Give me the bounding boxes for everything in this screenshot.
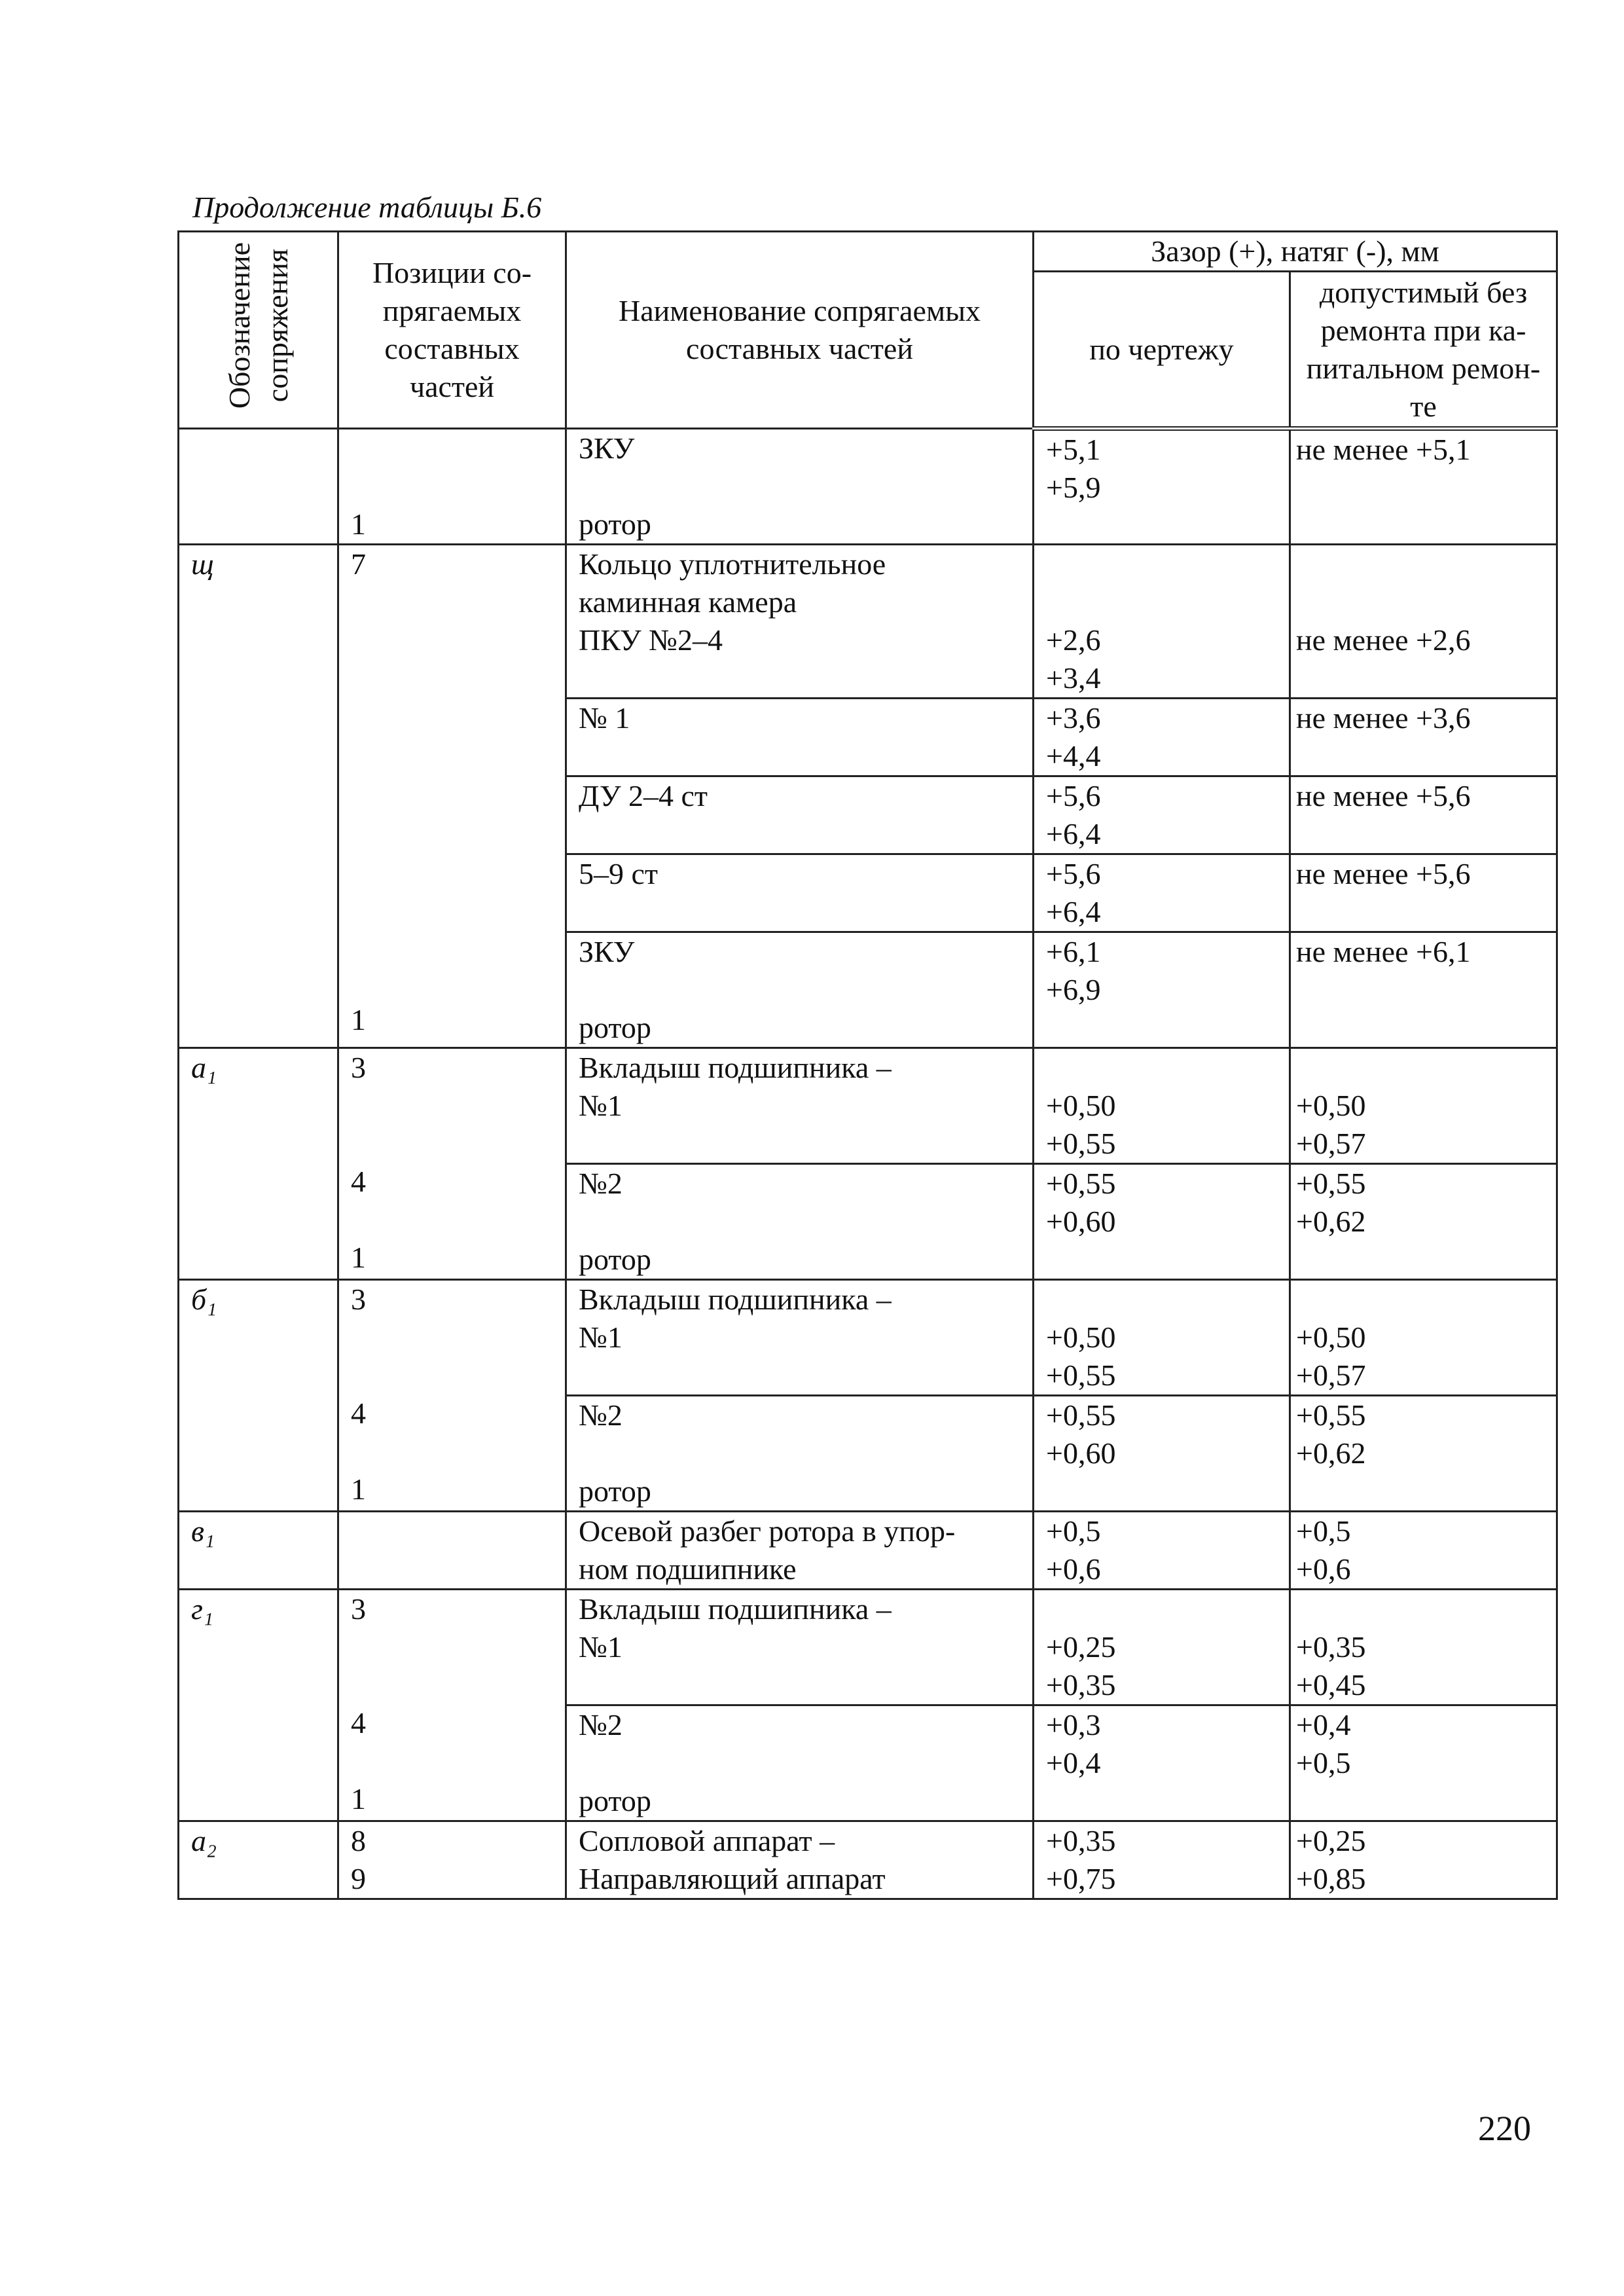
clearance-table — [177, 230, 1558, 1900]
cell-c2 — [338, 1512, 566, 1590]
cell-c5: +0,25 +0,85 — [1290, 1821, 1557, 1899]
cell-c2: 3 4 1 — [338, 1280, 566, 1512]
header-allowable: допустимый без ремонта при ка- питальном ремон- те — [1290, 272, 1557, 429]
page-number: 220 — [1478, 2109, 1531, 2148]
cell-c4: +6,1 +6,9 — [1034, 932, 1290, 1048]
cell-c1 — [179, 429, 338, 545]
table-row — [179, 1048, 1557, 1164]
header-clearance-group: Зазор (+), натяг (-), мм — [1034, 232, 1557, 272]
cell-c4: +0,50 +0,55 — [1034, 1048, 1290, 1164]
header-positions: Позиции со- прягаемых составных частей — [338, 232, 566, 429]
cell-c1: в₁ — [179, 1512, 338, 1590]
cell-c1: г₁ — [179, 1590, 338, 1821]
cell-c3: Вкладыш подшипника – №1 — [566, 1048, 1034, 1164]
cell-c1: а₂ — [179, 1821, 338, 1899]
cell-c4: +0,3 +0,4 — [1034, 1705, 1290, 1821]
cell-c4: +2,6 +3,4 — [1034, 545, 1290, 699]
cell-c5: +0,50 +0,57 — [1290, 1048, 1557, 1164]
cell-c5: не менее +5,6 — [1290, 854, 1557, 932]
cell-c5: +0,50 +0,57 — [1290, 1280, 1557, 1396]
table-row — [179, 1821, 1557, 1899]
cell-c5: не менее +6,1 — [1290, 932, 1557, 1048]
table-caption: Продолжение таблицы Б.6 — [192, 191, 542, 224]
table-row — [179, 429, 1557, 545]
header-part-names: Наименование сопрягаемых составных частей — [566, 232, 1034, 429]
header-designation: Обозначение сопряжения — [179, 232, 338, 429]
cell-c4: +0,55 +0,60 — [1034, 1164, 1290, 1280]
cell-c4: +0,25 +0,35 — [1034, 1590, 1290, 1705]
cell-c4: +0,5 +0,6 — [1034, 1512, 1290, 1590]
cell-c3: Вкладыш подшипника – №1 — [566, 1280, 1034, 1396]
cell-c4: +0,55 +0,60 — [1034, 1396, 1290, 1512]
cell-c5: не менее +2,6 — [1290, 545, 1557, 699]
cell-c2: 3 4 1 — [338, 1590, 566, 1821]
cell-c2: 7 1 — [338, 545, 566, 1048]
table-row — [179, 1590, 1557, 1705]
cell-c5: +0,55 +0,62 — [1290, 1164, 1557, 1280]
header-per-drawing: по чертежу — [1034, 272, 1290, 429]
cell-c3: ЗКУ ротор — [566, 429, 1034, 545]
cell-c3: №2 ротор — [566, 1705, 1034, 1821]
cell-c3: №2 ротор — [566, 1164, 1034, 1280]
cell-c1: а₁ — [179, 1048, 338, 1280]
cell-c2: 3 4 1 — [338, 1048, 566, 1280]
cell-c3: ЗКУ ротор — [566, 932, 1034, 1048]
cell-c5: +0,35 +0,45 — [1290, 1590, 1557, 1705]
cell-c3: Кольцо уплотнительное каминная камера ПКУ №2–4 — [566, 545, 1034, 699]
cell-c4: +5,6 +6,4 — [1034, 776, 1290, 854]
cell-c2: 1 — [338, 429, 566, 545]
table-row — [179, 1280, 1557, 1396]
cell-c5: не менее +5,6 — [1290, 776, 1557, 854]
table-row — [179, 545, 1557, 699]
cell-c3: Вкладыш подшипника – №1 — [566, 1590, 1034, 1705]
cell-c4: +5,1 +5,9 — [1034, 429, 1290, 545]
cell-c5: +0,5 +0,6 — [1290, 1512, 1557, 1590]
cell-c3: Осевой разбег ротора в упор- ном подшипнике — [566, 1512, 1034, 1590]
cell-c3: 5–9 ст — [566, 854, 1034, 932]
cell-c5: +0,4 +0,5 — [1290, 1705, 1557, 1821]
cell-c3: Сопловой аппарат – Направляющий аппарат — [566, 1821, 1034, 1899]
cell-c2: 8 9 — [338, 1821, 566, 1899]
cell-c4: +0,35 +0,75 — [1034, 1821, 1290, 1899]
table-row — [179, 1512, 1557, 1590]
cell-c5: +0,55 +0,62 — [1290, 1396, 1557, 1512]
cell-c1: б₁ — [179, 1280, 338, 1512]
cell-c3: ДУ 2–4 ст — [566, 776, 1034, 854]
cell-c4: +0,50 +0,55 — [1034, 1280, 1290, 1396]
cell-c4: +3,6 +4,4 — [1034, 699, 1290, 776]
cell-c3: № 1 — [566, 699, 1034, 776]
cell-c5: не менее +5,1 — [1290, 429, 1557, 545]
cell-c4: +5,6 +6,4 — [1034, 854, 1290, 932]
cell-c1: щ — [179, 545, 338, 1048]
cell-c5: не менее +3,6 — [1290, 699, 1557, 776]
cell-c3: №2 ротор — [566, 1396, 1034, 1512]
